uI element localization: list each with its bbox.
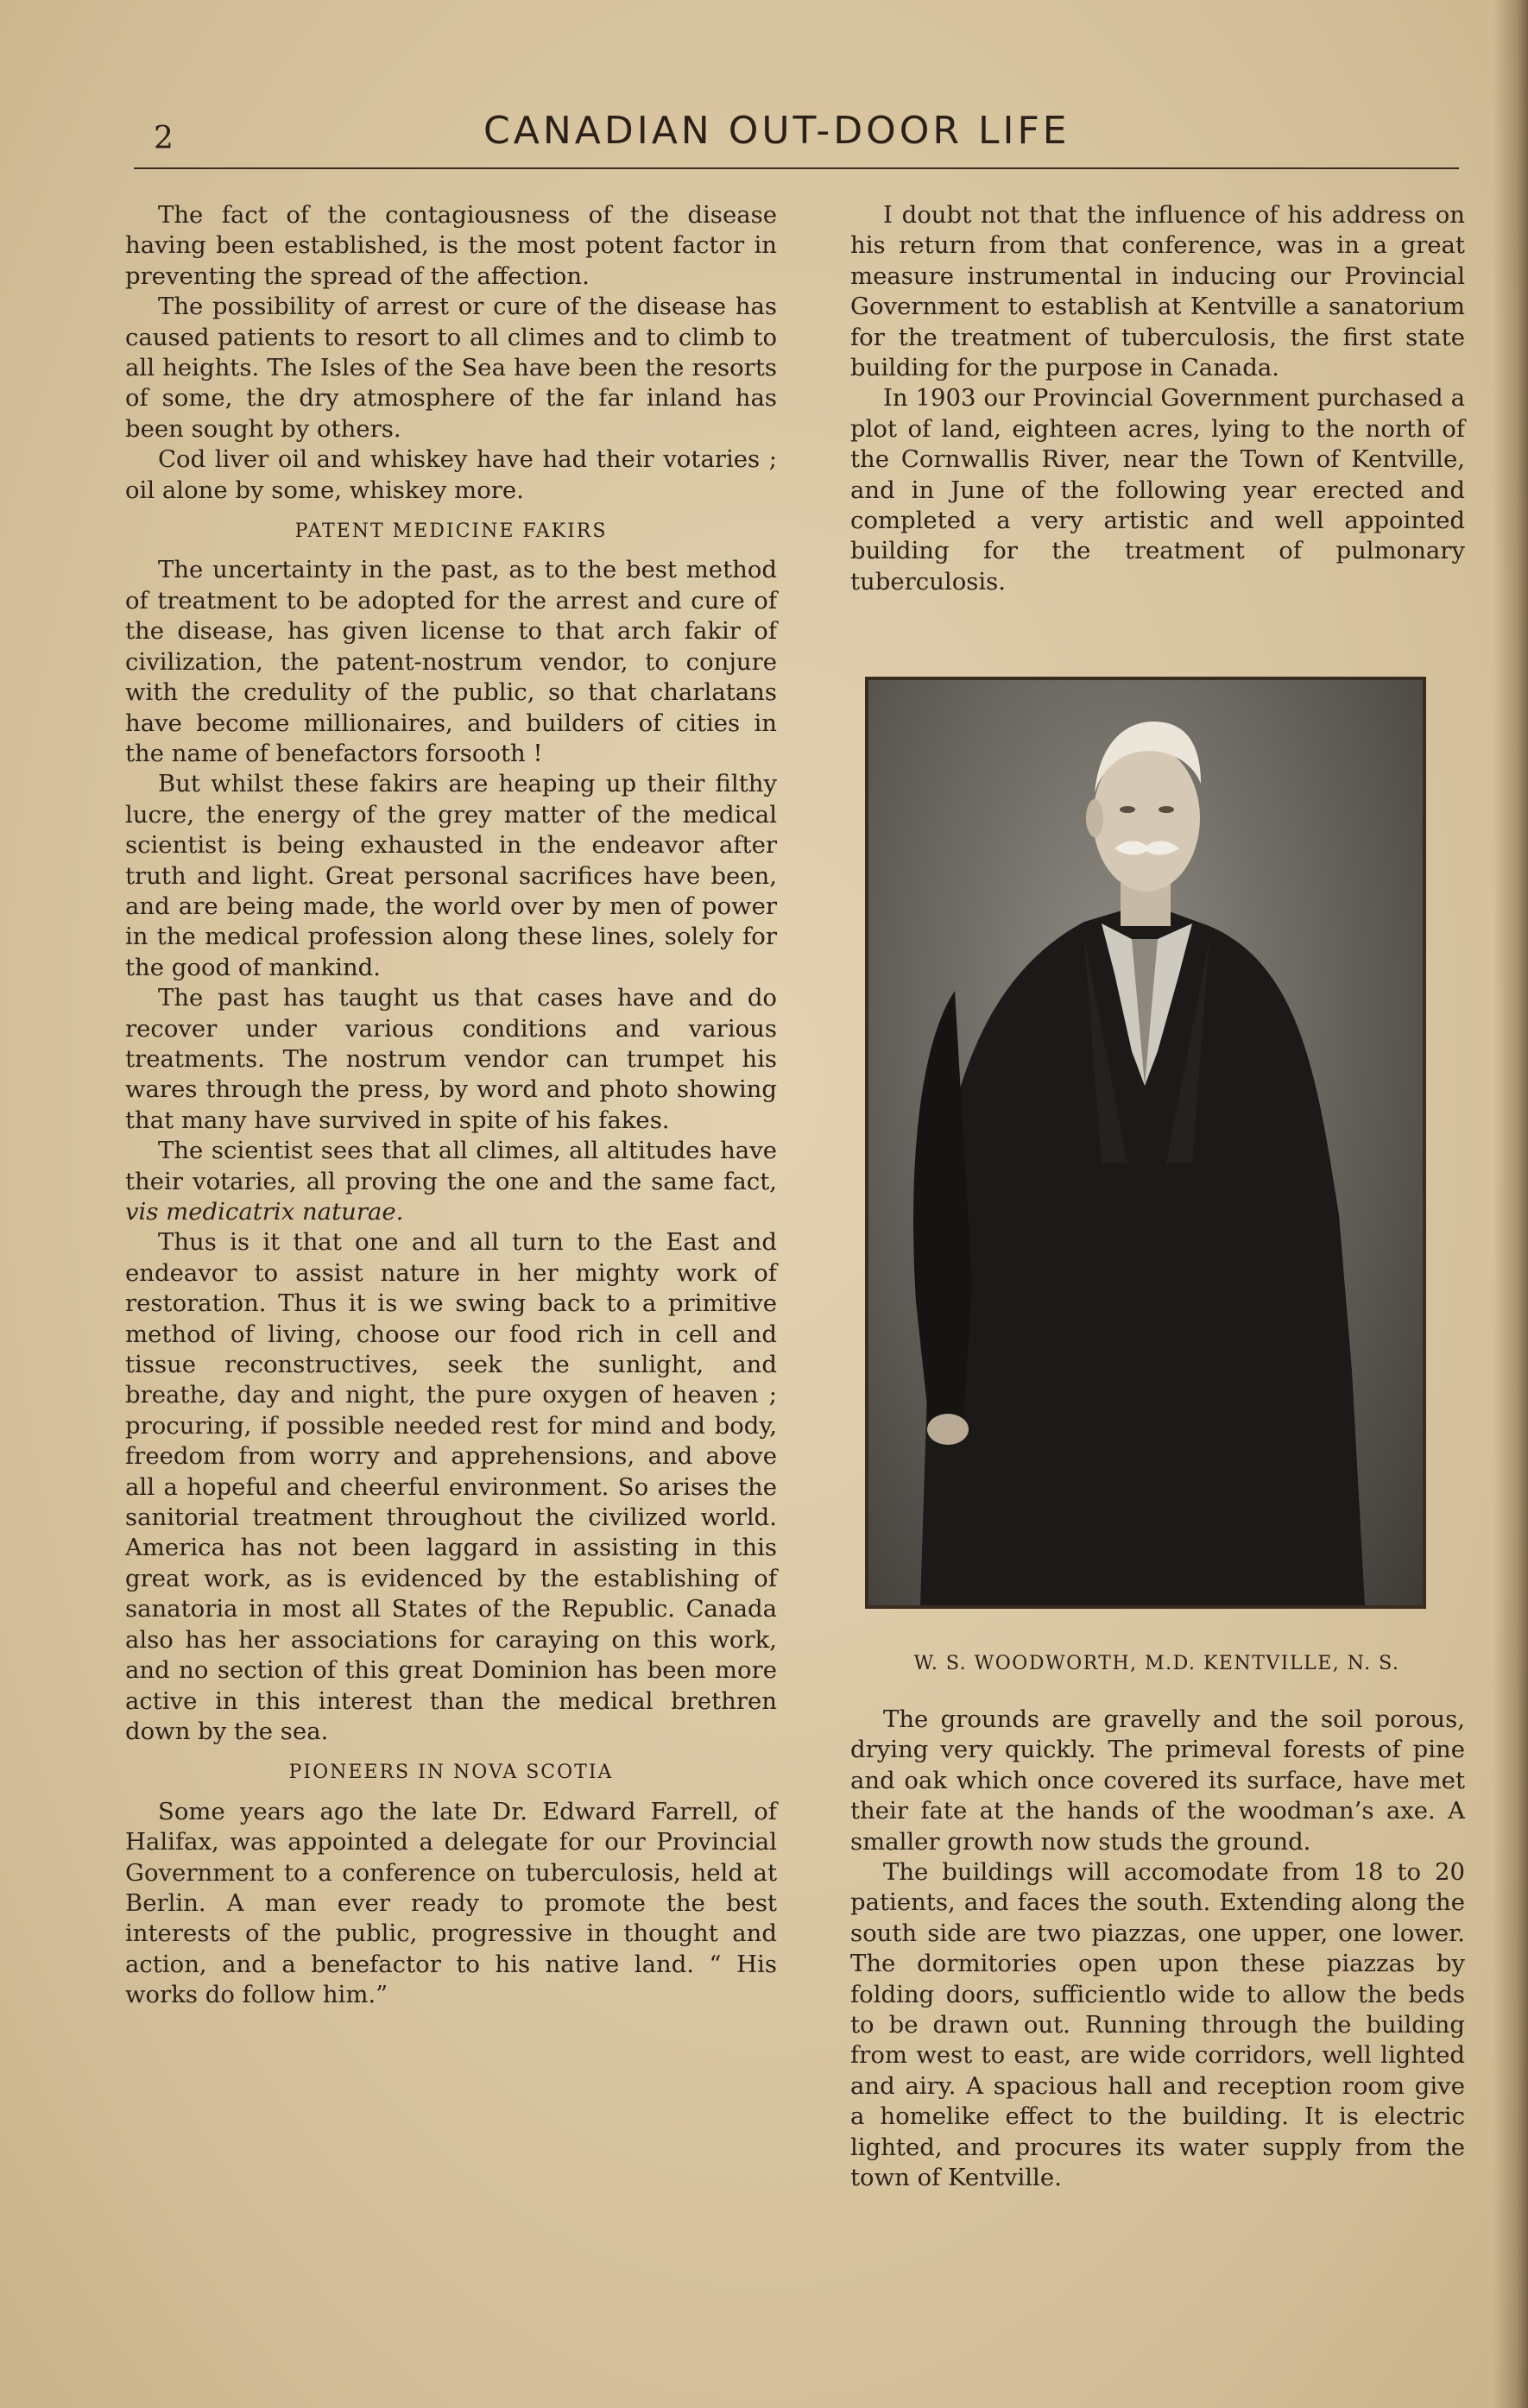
- paragraph: Thus is it that one and all turn to the East and endeavor to assist nature in her mighty work of restoration. Thus it is we swing back to a primitive method of living, choose our food rich in cell and tissue reconstructives, seek the sunlight, and breathe, day and night, the pure oxygen of heaven ; procuring, if possible needed rest for mind and body, freedom from worry and apprehensions, and above all a hopeful and cheerful environment. So arises the sanitorial treatment throughout the civilized world. America has not been laggard in assisting in this great work, as is evidenced by the establishing of sanatoria in most all States of the Republic. Canada also has her associations for caraying on this work, and no section of this great Dominion has been more active in this interest than the medical brethren down by the sea.: [125, 1228, 777, 1745]
- paragraph: The past has taught us that cases have and do recover under various conditions and various treatments. The nostrum vendor can trumpet his wares through the press, by word and photo showing that many have survived in spite of his fakes.: [125, 984, 777, 1134]
- paragraph: The grounds are gravelly and the soil porous, drying very quickly. The primeval forests of pine and oak which once covered its surface, have met their fate at the hands of the woodman’s axe. A smaller growth now studs the ground.: [850, 1705, 1465, 1856]
- paragraph: The possibility of arrest or cure of the disease has caused patients to resort to all climes and to climb to all heights. The Isles of the Sea have been the resorts of some, the dry atmosphere of the far inland has been sought by others.: [125, 293, 777, 443]
- right-column-bottom: [850, 1705, 1465, 2194]
- right-column-top: [850, 200, 1465, 597]
- paragraph: [125, 1136, 777, 1227]
- portrait-photo: [865, 677, 1426, 1609]
- paragraph: Cod liver oil and whiskey have had their votaries ; oil alone by some, whiskey more.: [125, 445, 777, 504]
- publication-title: CANADIAN OUT-DOOR LIFE: [483, 109, 1070, 153]
- section-heading: PATENT MEDICINE FAKIRS: [294, 520, 608, 543]
- latin-phrase: vis medicatrix naturae.: [125, 1198, 404, 1226]
- paragraph: The uncertainty in the past, as to the best method of treatment to be adopted for the arrest and cure of the disease, has given license to that arch fakir of civilization, the patent-nostrum vendor, to conjure with the credulity of the public, so that charlatans have become millionaires, and builders of cities in the name of benefactors forsooth !: [125, 556, 777, 767]
- paragraph-text: The scientist sees that all climes, all altitudes have their votaries, all proving the one and the same fact,: [125, 1137, 777, 1195]
- page-spine-shadow: [1493, 0, 1528, 2408]
- section-heading: PIONEERS IN NOVA SCOTIA: [288, 1762, 614, 1784]
- paragraph: In 1903 our Provincial Government purchased a plot of land, eighteen acres, lying to the north of the Cornwallis River, near the Town of Kentville, and in June of the following year erected and completed a very artistic and well appointed building for the treatment of pulmonary tuberculosis.: [850, 384, 1465, 596]
- page-number: 2: [154, 121, 174, 156]
- photo-caption: W. S. WOODWORTH, M.D. KENTVILLE, N. S.: [913, 1653, 1400, 1674]
- paragraph: The buildings will accomodate from 18 to 20 patients, and faces the south. Extending along the south side are two piazzas, one upper, one lower. The dormitories open upon these piazzas by folding doors, sufficientlo wide to allow the beds to be drawn out. Running through the building from west to east, are wide corridors, well lighted and airy. A spacious hall and reception room give a homelike effect to the building. It is electric lighted, and procures its water supply from the town of Kentville.: [850, 1858, 1465, 2192]
- paragraph: But whilst these fakirs are heaping up their filthy lucre, the energy of the grey matter of the medical scientist is being exhausted in the endeavor after truth and light. Great personal sacrifices have been, and are being made, the world over by men of power in the medical profession along these lines, solely for the good of mankind.: [125, 770, 777, 981]
- paragraph: Some years ago the late Dr. Edward Farrell, of Halifax, was appointed a delegate for our Provincial Government to a conference on tuberculosis, held at Berlin. A man ever ready to promote the best interests of the public, progressive in thought and action, and a benefactor to his native land. “ His works do follow him.”: [125, 1797, 777, 2009]
- header-rule: [134, 167, 1459, 169]
- left-column: [125, 200, 777, 2011]
- portrait-figure: [868, 680, 1423, 1605]
- paragraph: I doubt not that the influence of his address on his return from that conference, was in a great measure instrumental in inducing our Provincial Government to establish at Kentville a sanatorium for the treatment of tuberculosis, the first state building for the purpose in Canada.: [850, 201, 1465, 382]
- paragraph: The fact of the contagiousness of the disease having been established, is the most potent factor in preventing the spread of the affection.: [125, 201, 777, 290]
